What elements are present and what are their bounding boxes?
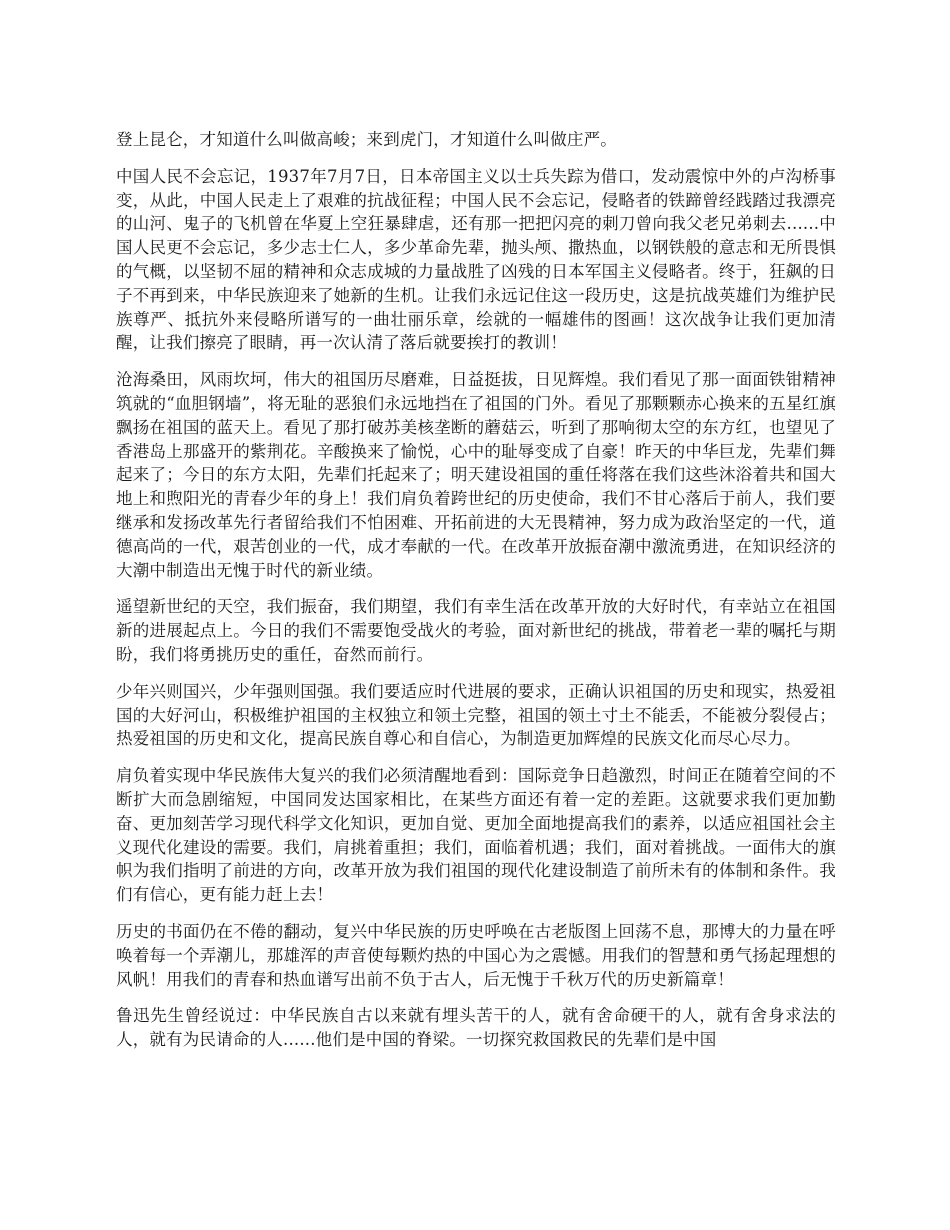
paragraph-6: 肩负着实现中华民族伟大复兴的我们必须清醒地看到：国际竞争日趋激烈，时间正在随着空间的不断扩大而急剧缩短，中国同发达国家相比，在某些方面还有着一定的差距。这就要求我们更加勤奋、更加刻苦学习现代科学文化知识，更加自觉、更加全面地提高我们的素养，以适应祖国社会主义现代化建设的需要。我们，肩挑着重担；我们，面临着机遇；我们，面对着挑战。一面伟大的旗帜为我们指明了前进的方向，改革开放为我们祖国的现代化建设制造了前所未有的体制和条件。我们有信心，更有能力赶上去！: [116, 766, 836, 905]
paragraph-8: 鲁迅先生曾经说过：中华民族自古以来就有埋头苦干的人，就有舍命硬干的人，就有舍身求法的人，就有为民请命的人......他们是中国的脊梁。一切探究救国救民的先辈们是中国: [116, 1006, 836, 1050]
paragraph-2: 中国人民不会忘记，1937年7月7日，日本帝国主义以士兵失踪为借口，发动震惊中外的卢沟桥事变，从此，中国人民走上了艰难的抗战征程；中国人民不会忘记，侵略者的铁蹄曾经践踏过我漂亮的山河、鬼子的飞机曾在华夏上空狂暴肆虐，还有那一把把闪亮的刺刀曾向我父老兄弟刺去......中国人民更不会忘记，多少志士仁人，多少革命先辈，抛头颅、撒热血，以钢铁般的意志和无所畏惧的气概，以坚韧不屈的精神和众志成城的力量战胜了凶残的日本军国主义侵略者。终于，狂飙的日子不再到来，中华民族迎来了她新的生机。让我们永远记住这一段历史，这是抗战英雄们为维护民族尊严、抵抗外来侵略所谱写的一曲壮丽乐章，绘就的一幅雄伟的图画！这次战争让我们更加清醒，让我们擦亮了眼睛，再一次认清了落后就要挨打的教训！: [116, 166, 836, 353]
document-body: [116, 128, 836, 1065]
paragraph-4: 遥望新世纪的天空，我们振奋，我们期望，我们有幸生活在改革开放的大好时代，有幸站立在祖国新的进展起点上。今日的我们不需要饱受战火的考验，面对新世纪的挑战，带着老一辈的嘱托与期盼，我们将勇挑历史的重任，奋然而前行。: [116, 597, 836, 664]
paragraph-1: 登上昆仑，才知道什么叫做高峻；来到虎门，才知道什么叫做庄严。: [116, 130, 617, 149]
paragraph-7: 历史的书面仍在不倦的翻动，复兴中华民族的历史呼唤在古老版图上回荡不息，那博大的力量在呼唤着每一个弄潮儿，那雄浑的声音使每颗灼热的中国心为之震憾。用我们的智慧和勇气扬起理想的风帆！用我们的青春和热血谱写出前不负于古人，后无愧于千秋万代的历史新篇章！: [116, 921, 836, 989]
paragraph-3: 沧海桑田，风雨坎坷，伟大的祖国历尽磨难，日益挺拔，日见辉煌。我们看见了那一面面铁钳精神筑就的“血胆钢墙”，将无耻的恶狼们永远地挡在了祖国的门外。看见了那颗颗赤心换来的五星红旗飘扬在祖国的蓝天上。看见了那打破苏美核垄断的蘑菇云，听到了那响彻太空的东方红，也望见了香港岛上那盛开的紫荆花。辛酸换来了愉悦，心中的耻辱变成了自豪！昨天的中华巨龙，先辈们舞起来了；今日的东方太阳，先辈们托起来了；明天建设祖国的重任将落在我们这些沐浴着共和国大地上和煦阳光的青春少年的身上！我们肩负着跨世纪的历史使命，我们不甘心落后于前人，我们要继承和发扬改革先行者留给我们不怕困难、开拓前进的大无畏精神，努力成为政治坚定的一代，道德高尚的一代，艰苦创业的一代，成才奉献的一代。在改革开放振奋潮中激流勇进，在知识经济的大潮中制造出无愧于时代的新业绩。: [116, 370, 836, 580]
paragraph-5: 少年兴则国兴，少年强则国强。我们要适应时代进展的要求，正确认识祖国的历史和现实，热爱祖国的大好河山，积极维护祖国的主权独立和领土完整，祖国的领土寸土不能丢，不能被分裂侵占；热爱祖国的历史和文化，提高民族自尊心和自信心，为制造更加辉煌的民族文化而尽心尽力。: [116, 681, 836, 749]
